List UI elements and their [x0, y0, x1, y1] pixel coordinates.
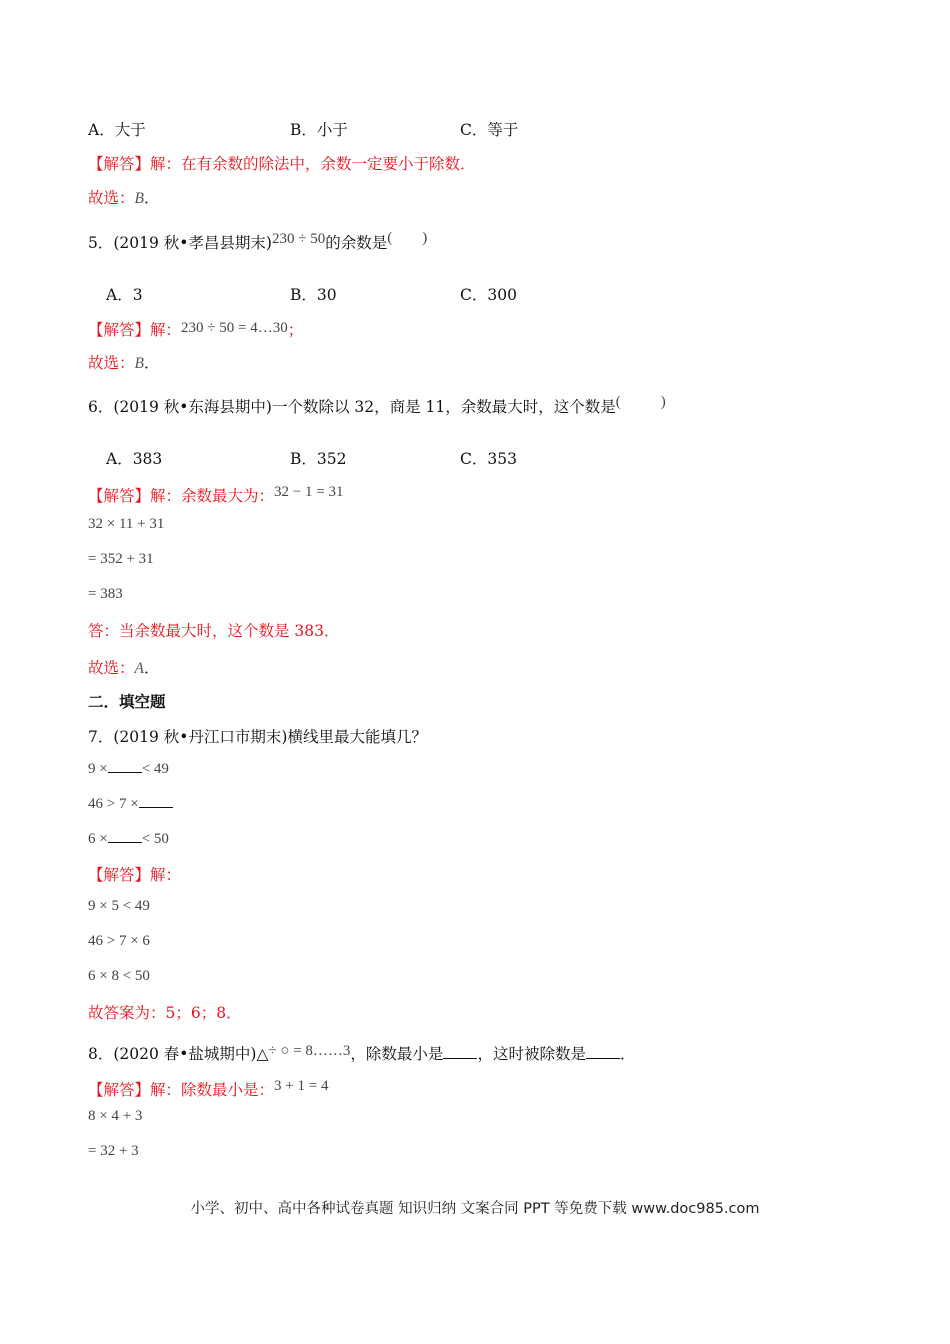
q6-option-a: A．383: [106, 450, 163, 468]
q4-option-a: A．大于: [88, 121, 146, 139]
q5-expr: 230 ÷ 50: [271, 231, 326, 247]
q5-option-c: C．300: [460, 286, 517, 304]
q7-answer: 【解答】解：: [88, 866, 182, 884]
q7-line-3: 6 × < 50: [88, 828, 169, 849]
answer-blank: [108, 828, 142, 843]
q4-option-c: C．等于: [460, 121, 519, 139]
q7-solution-2: 46 > 7 × 6: [88, 933, 150, 949]
q8-stem: 8．(2020 春•盐城期中)△÷ ○ = 8……3，除数最小是 ，这时被除数是 ．: [88, 1043, 636, 1063]
q7-stem: 7．(2019 秋•丹江口市期末)横线里最大能填几？: [88, 728, 427, 746]
choose-value: B: [134, 190, 144, 207]
q8-answer: 【解答】解：除数最小是：3 + 1 = 4: [88, 1078, 329, 1099]
q6-step-1: 32 × 11 + 31: [88, 516, 165, 532]
q8-answer-expr: 3 + 1 = 4: [274, 1078, 329, 1094]
answer-text: 解：在有余数的除法中，余数一定要小于除数．: [150, 155, 476, 173]
q6-choose: 故选：A．: [88, 659, 160, 677]
q8-step-1: 8 × 4 + 3: [88, 1108, 143, 1124]
q4-choose: 故选：B．: [88, 189, 160, 207]
footer-text: 小学、初中、高中各种试卷真题 知识归纳 文案合同 PPT 等免费下载 www.doc985.com: [190, 1201, 760, 1217]
answer-blank: [443, 1044, 477, 1059]
q4-answer: [88, 154, 476, 174]
q8-expr: ÷ ○ = 8……3: [268, 1043, 351, 1059]
q6-answer-expr: 32 − 1 = 31: [274, 484, 344, 500]
answer-blank: [586, 1044, 620, 1059]
q6-step-2: = 352 + 31: [88, 551, 154, 567]
q4-option-b: B．小于: [290, 121, 348, 139]
q6-option-b: B．352: [290, 450, 347, 468]
q6-option-c: C．353: [460, 450, 517, 468]
q6-answer: 【解答】解：余数最大为：32 − 1 = 31: [88, 484, 344, 505]
section-title: 二．填空题: [88, 692, 166, 711]
q6-stem: 6．(2019 秋•东海县期中)一个数除以 32，商是 11，余数最大时，这个数是( ): [88, 394, 666, 416]
q6-step-3: = 383: [88, 586, 123, 602]
q7-solution-1: 9 × 5 < 49: [88, 898, 150, 914]
q5-answer: 【解答】解：230 ÷ 50 = 4…30；: [88, 320, 304, 339]
answer-label: 【解答】: [88, 155, 151, 173]
q5-answer-expr: 230 ÷ 50 = 4…30: [181, 320, 288, 336]
q5-choose: 故选：B．: [88, 354, 160, 372]
q8-step-2: = 32 + 3: [88, 1143, 139, 1159]
q5-stem: 5．(2019 秋•孝昌县期末)230 ÷ 50的余数是( ): [88, 230, 428, 252]
q5-option-a: A．3: [106, 286, 143, 304]
q6-conclusion: 答：当余数最大时，这个数是 383．: [88, 622, 340, 640]
q7-line-1: 9 × < 49: [88, 758, 169, 779]
answer-blank: [139, 793, 173, 808]
q7-final: 故答案为：5；6；8．: [88, 1004, 242, 1022]
answer-blank: [108, 758, 142, 773]
q7-solution-3: 6 × 8 < 50: [88, 968, 150, 984]
q7-line-2: 46 > 7 ×: [88, 793, 173, 814]
q5-option-b: B．30: [290, 286, 337, 304]
